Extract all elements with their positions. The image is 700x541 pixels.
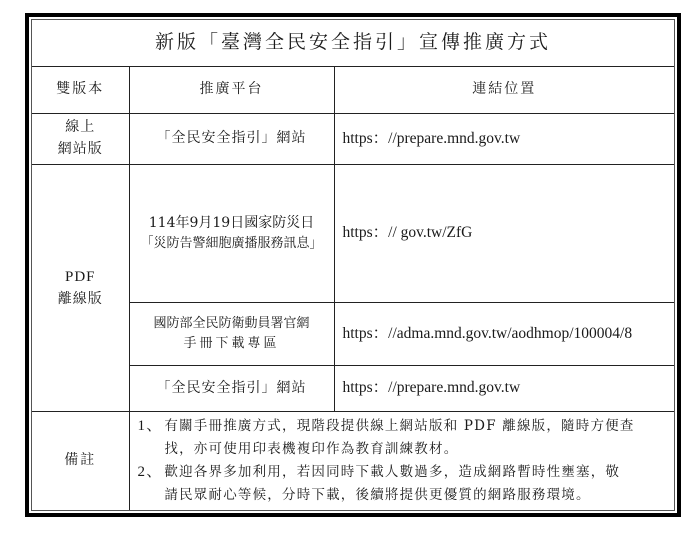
notes-content: [129, 412, 674, 511]
platform-adma-download: [129, 303, 334, 366]
version-online-line1: 線上: [65, 119, 96, 136]
table-row-notes: [32, 412, 674, 511]
note-line: 請民眾耐心等候，分時下載，後續將提供更優質的網路服務環境。: [164, 487, 591, 503]
header-version: 雙版本: [32, 67, 129, 114]
link-disaster-day[interactable]: https：// gov.tw/ZfG: [334, 165, 674, 303]
table-row-pdf-1: [32, 165, 674, 303]
platform-online-website: 「全民安全指引」網站: [129, 114, 334, 165]
note-number: 2、: [137, 464, 163, 480]
note-number: 1、: [137, 418, 163, 434]
note-line: 找，亦可使用印表機複印作為教育訓練教材。: [164, 441, 459, 457]
platform-adma-line1: 國防部全民防衛動員署官網: [153, 315, 310, 331]
table-inner-border: [31, 19, 675, 511]
note-line: 歡迎各界多加利用，若因同時下載人數過多，造成網路暫時性壅塞，敬: [164, 464, 621, 480]
platform-disaster-day-broadcast: [129, 165, 334, 303]
note-item-2: [138, 461, 669, 507]
table-row-pdf-2: [32, 303, 674, 366]
version-pdf-line2: 離線版: [57, 290, 103, 307]
table-title: 新版「臺灣全民安全指引」宣傳推廣方式: [32, 20, 674, 67]
header-platform: 推廣平台: [129, 67, 334, 114]
table-frame: [25, 13, 681, 517]
table-row-pdf-3: [32, 366, 674, 412]
note-text: [162, 415, 668, 461]
version-online-line2: 網站版: [57, 141, 103, 157]
link-online-website[interactable]: https：//prepare.mnd.gov.tw: [334, 114, 674, 165]
link-pdf-website[interactable]: https：//prepare.mnd.gov.tw: [334, 366, 674, 412]
table-row-online: [32, 114, 674, 165]
note-line: 有關手冊推廣方式，現階段提供線上網站版和 PDF 離線版，隨時方便查: [164, 418, 635, 434]
title-row: [32, 20, 674, 67]
version-pdf: [32, 165, 129, 412]
link-adma-download[interactable]: https：//adma.mnd.gov.tw/aodhmop/100004/8: [334, 303, 674, 366]
platform-adma-line2: 手冊下載專區: [183, 336, 280, 351]
platform-pdf-website: 「全民安全指引」網站: [129, 366, 334, 412]
promotion-table: [32, 20, 674, 510]
version-pdf-line1: PDF: [64, 268, 96, 285]
notes-label: 備註: [32, 412, 129, 511]
version-online: [32, 114, 129, 165]
header-row: [32, 67, 674, 114]
header-link: 連結位置: [334, 67, 674, 114]
platform-disaster-day-line2: 「災防告警細胞廣播服務訊息」: [140, 236, 323, 252]
platform-disaster-day-line1: 114年9月19日國家防災日: [148, 214, 315, 231]
note-item-1: [138, 415, 669, 461]
note-text: [162, 461, 668, 507]
